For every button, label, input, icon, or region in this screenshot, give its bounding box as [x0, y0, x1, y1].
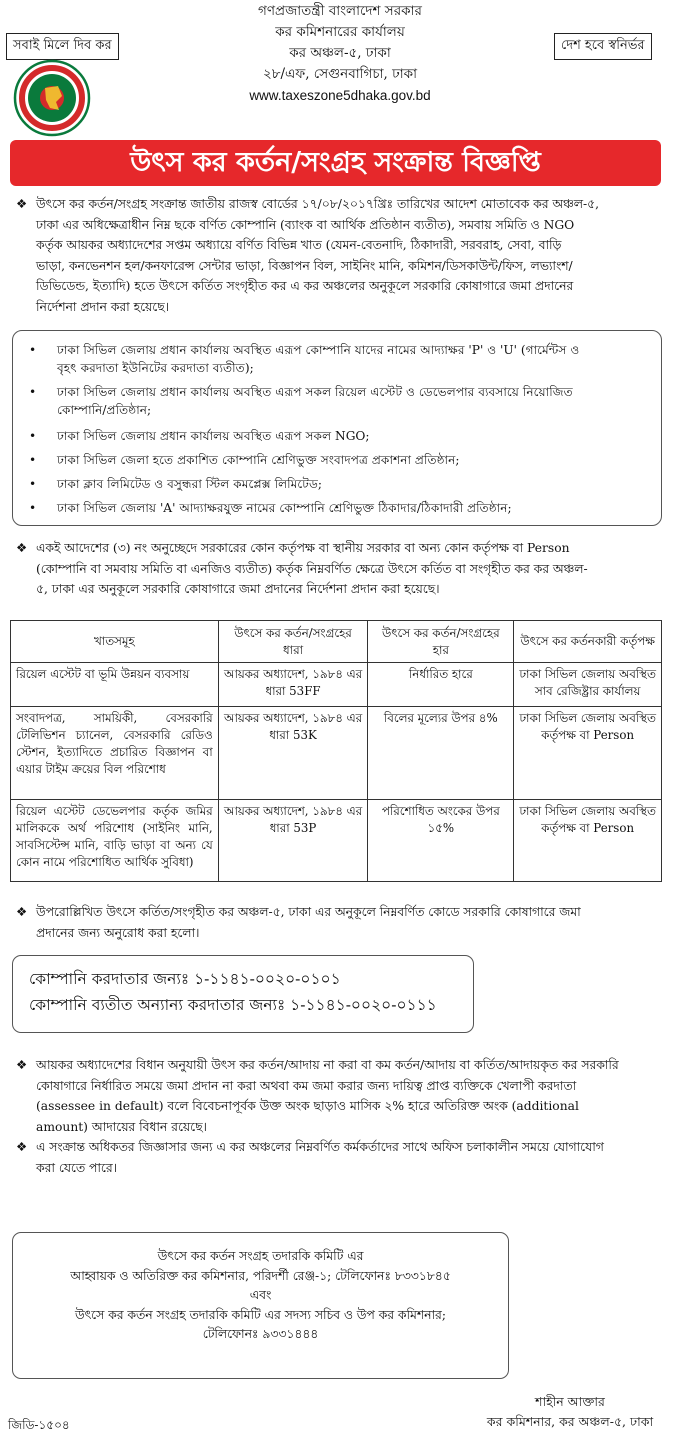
header-line-government: গণপ্রজাতন্ত্রী বাংলাদেশ সরকার — [258, 3, 422, 19]
diamond-bullet-icon: ❖ — [16, 197, 28, 211]
header-line-office: কর কমিশনারের কার্যালয় — [275, 24, 405, 40]
tax-deduction-table — [10, 620, 662, 882]
table-row: রিয়েল এস্টেট ডেভেলপার কর্তৃক জমির মালিককে অর্থ পরিশোধ (সাইনিং মানি, সাবসিস্টেন্স মানি, বাড়ি ভাড়া বা অন্য যে কোন নামে পরিশোধিত আর্থিক সুবিধা) আয়কর অধ্যাদেশ, ১৯৮৪ এর ধারা 53P পরিশোধিত অংকের উপর ১৫% ঢাকা সিভিল জেলায় অবস্থিত কর্তৃপক্ষ বা Person — [11, 800, 662, 882]
diamond-bullet-icon: ❖ — [16, 541, 28, 555]
company-taxpayer-code: কোম্পানি করদাতার জন্যঃ ১-১১৪১-০০২০-০১০১ — [29, 970, 341, 988]
signatory-name: শাহীন আক্তার — [535, 1394, 605, 1409]
table-row: সংবাদপত্র, সাময়িকী, বেসরকারি টেলিভিশন চ্যানেল, বেসরকারি রেডিও স্টেশন, ইত্যাদিতে প্রচারিত বিজ্ঞাপন বা এয়ার টাইম ক্রয়ের বিল পরিশোধ আয়কর অধ্যাদেশ, ১৯৮৪ এর ধারা 53K বিলের মূল্যের উপর ৪% ঢাকা সিভিল জেলায় অবস্থিত কর্তৃপক্ষ বা Person — [11, 707, 662, 800]
signatory-designation: কর কমিশনার, কর অঞ্চল-৫, ঢাকা — [486, 1414, 654, 1429]
slogan-left-box: সবাই মিলে দিব কর — [6, 33, 119, 60]
signature-block — [470, 1392, 670, 1432]
gd-reference-code: জিডি-১৫০৪ — [8, 1418, 70, 1432]
intro-paragraph: ❖ উৎসে কর কর্তন/সংগ্রহ সংক্রান্ত জাতীয় রাজস্ব বোর্ডের ১৭/০৮/২০১৭খ্রিঃ তারিখের আদেশ মোতাবেক কর অঞ্চল-৫, ঢাকা এর অধিক্ষেত্রাধীন নিম্ন ছকে বর্ণিত কোম্পানি (ব্যাংক বা আর্থিক প্রতিষ্ঠান ব্যতীত), সমবায় সমিতি ও NGO কর্তৃক আয়কর অধ্যাদেশের সপ্তম অধ্যায়ে বর্ণিত বিভিন্ন খাত (যেমন-বেতনাদি, ঠিকাদারী, সরবরাহ, সেবা, বাড়ি ভাড়া, কনভেনশন হল/কনফারেন্স সেন্টার ভাড়া, বিজ্ঞাপন বিল, সাইনিং মানি, কমিশন/ডিসকাউন্ট/ফিস, লভ্যাংশ/ ডিভিডেন্ড, ইত্যাদি) হতে উৎসে কর্তিত সংগৃহীত কর এ কর অঞ্চলের অনুকূলে সরকারি কোষাগারে জমা প্রদানের নির্দেশনা প্রদান করা হয়েছে। — [16, 194, 662, 317]
column-header: উৎসে কর কর্তন/সংগ্রহের হার — [368, 621, 514, 663]
diamond-bullet-icon: ❖ — [16, 1140, 28, 1154]
default-penalty-paragraph: ❖ আয়কর অধ্যাদেশের বিধান অনুযায়ী উৎস কর কর্তন/আদায় না করা বা কম কর্তন/আদায় বা কর্তিত/আদায়কৃত কর সরকারি কোষাগারে নির্ধারিত সময়ে জমা প্রদান না করা অথবা কম জমা করার জন্য দায়িত্ব প্রাপ্ত ব্যক্তিকে খেলাপী করদাতা (assessee in default) বলে বিবেচনাপূর্বক উক্ত অংক ছাড়াও মাসিক ২% হারে অতিরিক্ত অংক (additional amount) আদায়ের বিধান রয়েছে। — [16, 1055, 662, 1137]
contact-officers-box: উৎসে কর কর্তন সংগ্রহ তদারকি কমিটি এর আহ্বায়ক ও অতিরিক্ত কর কমিশনার, পরিদর্শী রেঞ্জ-১; টেলিফোনঃ ৮৩৩১৮৪৫ এবং উৎসে কর কর্তন সংগ্রহ তদারকি কমিটি এর সদস্য সচিব ও উপ কর কমিশনার; টেলিফোনঃ ৯৩৩১৪৪৪ — [12, 1232, 509, 1379]
government-seal-logo — [12, 58, 92, 138]
treasury-code-box — [12, 955, 474, 1033]
diamond-bullet-icon: ❖ — [16, 905, 28, 919]
entity-list-box: • ঢাকা সিভিল জেলায় প্রধান কার্যালয় অবস্থিত এরূপ কোম্পানি যাদের নামের আদ্যাক্ষর 'P' ও 'U' (গার্মেন্টস ও বৃহৎ করদাতা ইউনিটের করদাতা ব্যতীত); • ঢাকা সিভিল জেলায় প্রধান কার্যালয় অবস্থিত এরূপ সকল রিয়েল এস্টেট ও ডেভেলপার ব্যবসায়ে নিয়োজিত কোম্পানি/প্রতিষ্ঠান; • ঢাকা সিভিল জেলায় প্রধান কার্যালয় অবস্থিত এরূপ সকল NGO; • ঢাকা সিভিল জেলা হতে প্রকাশিত কোম্পানি শ্রেণিভুক্ত সংবাদপত্র প্রকাশনা প্রতিষ্ঠান; • ঢাকা ক্লাব লিমিটেড ও বসুন্ধরা স্টিল কমপ্লেক্স লিমিটেড; • ঢাকা সিভিল জেলায় 'A' আদ্যাক্ষরযুক্ত নামের কোম্পানি শ্রেণিভুক্ত ঠিকাদার/ঠিকাদারী প্রতিষ্ঠান; — [12, 330, 662, 526]
slogan-right-box: দেশ হবে স্বনির্ভর — [554, 33, 652, 60]
column-header: উৎসে কর কর্তনকারী কর্তৃপক্ষ — [514, 621, 662, 663]
deposit-request-paragraph: ❖ উপরোল্লিখিত উৎসে কর্তিত/সংগৃহীত কর অঞ্চল-৫, ঢাকা এর অনুকূলে নিম্নবর্ণিত কোডে সরকারি কোষাগারে জমা প্রদানের জন্য অনুরোধ করা হলো। — [16, 902, 662, 943]
non-company-taxpayer-code: কোম্পানি ব্যতীত অন্যান্য করদাতার জন্যঃ ১-১১৪১-০০২০-০১১১ — [29, 996, 437, 1014]
table-header-row — [11, 621, 662, 663]
diamond-bullet-icon: ❖ — [16, 1058, 28, 1072]
column-header: উৎসে কর কর্তন/সংগ্রহের ধারা — [218, 621, 368, 663]
notice-title-banner: উৎস কর কর্তন/সংগ্রহ সংক্রান্ত বিজ্ঞপ্তি — [10, 140, 661, 186]
header-line-address: ২৮/এফ, সেগুনবাগিচা, ঢাকা — [262, 66, 418, 82]
column-header: খাতসমূহ — [11, 621, 219, 663]
contact-info-paragraph: ❖ এ সংক্রান্ত অধিকতর জিজ্ঞাসার জন্য এ কর অঞ্চলের নিম্নবর্ণিত কর্মকর্তাদের সাথে অফিস চলাকালীন সময়ে যোগাযোগ করা যেতে পারে। — [16, 1137, 662, 1178]
header-website-link[interactable]: www.taxeszone5dhaka.gov.bd — [249, 88, 431, 103]
authority-paragraph: ❖ একই আদেশের (৩) নং অনুচ্ছেদে সরকারের কোন কর্তৃপক্ষ বা স্থানীয় সরকার বা অন্য কোন কর্তৃপক্ষ বা Person (কোম্পানি বা সমবায় সমিতি বা এনজিও ব্যতীত) কর্তৃক নিম্নবর্ণিত ক্ষেত্রে উৎসে কর্তিত বা সংগৃহীত কর কর অঞ্চল- ৫, ঢাকা এর অনুকূলে সরকারি কোষাগারে জমা প্রদানের নির্দেশনা প্রদান করা হয়েছে। — [16, 538, 662, 600]
header-line-zone: কর অঞ্চল-৫, ঢাকা — [289, 45, 391, 61]
table-row: রিয়েল এস্টেট বা ভূমি উন্নয়ন ব্যবসায় আয়কর অধ্যাদেশ, ১৯৮৪ এর ধারা 53FF নির্ধারিত হারে ঢাকা সিভিল জেলায় অবস্থিত সাব রেজিষ্ট্রার কার্যালয় — [11, 663, 662, 707]
